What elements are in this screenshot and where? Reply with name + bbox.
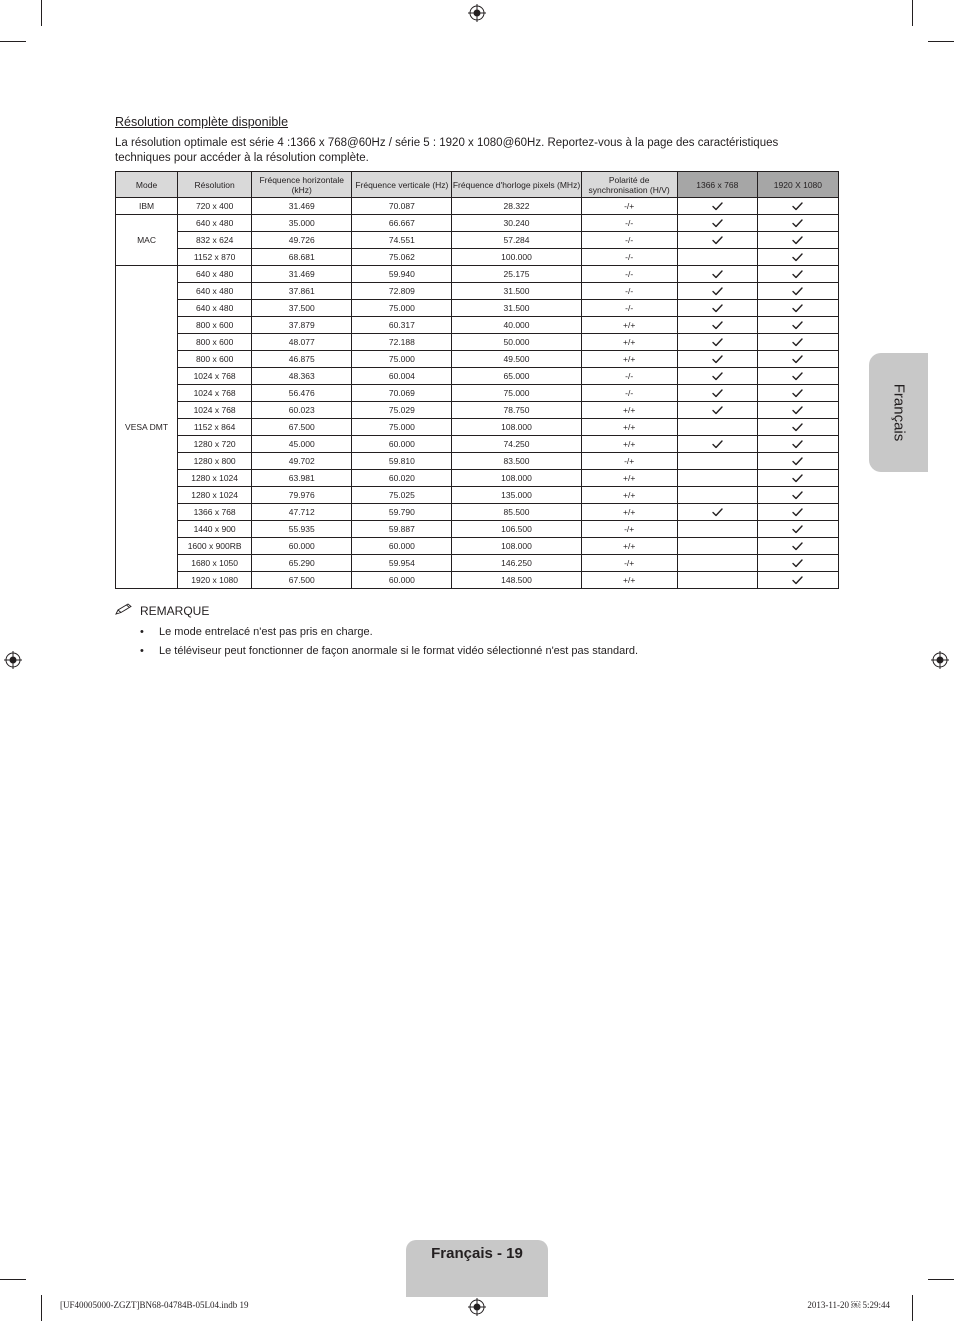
cell-resolution: 800 x 600	[178, 317, 252, 334]
registration-mark-icon	[468, 1298, 486, 1316]
table-row	[116, 215, 839, 232]
checkmark-icon	[758, 270, 838, 279]
cell-support-1920	[757, 521, 838, 538]
cell-support-1366	[677, 504, 757, 521]
cell-vertical-frequency: 60.000	[352, 572, 452, 589]
cell-support-1366	[677, 283, 757, 300]
cell-support-1920	[757, 266, 838, 283]
cell-resolution: 832 x 624	[178, 232, 252, 249]
table-row	[116, 538, 839, 555]
cell-vertical-frequency: 60.000	[352, 436, 452, 453]
table-row	[116, 334, 839, 351]
cell-support-1920	[757, 572, 838, 589]
cell-pixel-clock: 57.284	[452, 232, 581, 249]
checkmark-icon	[758, 474, 838, 483]
registration-mark-icon	[4, 651, 22, 669]
cell-support-1920	[757, 334, 838, 351]
cell-horizontal-frequency: 37.879	[252, 317, 352, 334]
header-support-1366: 1366 x 768	[677, 172, 757, 198]
cell-pixel-clock: 31.500	[452, 283, 581, 300]
cell-horizontal-frequency: 37.500	[252, 300, 352, 317]
cell-horizontal-frequency: 35.000	[252, 215, 352, 232]
cell-horizontal-frequency: 60.000	[252, 538, 352, 555]
table-row	[116, 249, 839, 266]
checkmark-icon	[758, 287, 838, 296]
note-title: REMARQUE	[140, 603, 210, 618]
crop-mark	[41, 1295, 42, 1321]
table-row	[116, 385, 839, 402]
cell-pixel-clock: 50.000	[452, 334, 581, 351]
table-row	[116, 198, 839, 215]
cell-horizontal-frequency: 31.469	[252, 198, 352, 215]
cell-pixel-clock: 106.500	[452, 521, 581, 538]
cell-horizontal-frequency: 49.726	[252, 232, 352, 249]
crop-mark	[928, 1279, 954, 1280]
cell-pixel-clock: 108.000	[452, 470, 581, 487]
cell-horizontal-frequency: 37.861	[252, 283, 352, 300]
table-row	[116, 555, 839, 572]
checkmark-icon	[758, 542, 838, 551]
cell-support-1920	[757, 470, 838, 487]
table-row	[116, 232, 839, 249]
cell-pixel-clock: 148.500	[452, 572, 581, 589]
cell-support-1920	[757, 504, 838, 521]
cell-resolution: 640 x 480	[178, 283, 252, 300]
note-text: Le mode entrelacé n'est pas pris en charge.	[159, 626, 373, 638]
crop-mark	[41, 0, 42, 26]
section-title: Résolution complète disponible	[115, 115, 289, 129]
cell-support-1366	[677, 317, 757, 334]
cell-support-1920	[757, 198, 838, 215]
table-row	[116, 419, 839, 436]
cell-pixel-clock: 78.750	[452, 402, 581, 419]
cell-support-1366	[677, 487, 757, 504]
cell-sync-polarity: +/+	[581, 419, 677, 436]
cell-resolution: 1440 x 900	[178, 521, 252, 538]
cell-resolution: 1024 x 768	[178, 368, 252, 385]
checkmark-icon	[758, 219, 838, 228]
cell-support-1366	[677, 300, 757, 317]
table-body	[116, 198, 839, 589]
cell-support-1920	[757, 317, 838, 334]
cell-vertical-frequency: 75.025	[352, 487, 452, 504]
cell-support-1366	[677, 385, 757, 402]
cell-vertical-frequency: 59.940	[352, 266, 452, 283]
cell-pixel-clock: 75.000	[452, 385, 581, 402]
cell-vertical-frequency: 74.551	[352, 232, 452, 249]
cell-sync-polarity: -/-	[581, 266, 677, 283]
cell-resolution: 1600 x 900RB	[178, 538, 252, 555]
cell-vertical-frequency: 75.029	[352, 402, 452, 419]
cell-sync-polarity: -/+	[581, 521, 677, 538]
cell-vertical-frequency: 75.062	[352, 249, 452, 266]
page-number-tab	[406, 1240, 548, 1297]
cell-sync-polarity: -/-	[581, 283, 677, 300]
cell-support-1366	[677, 538, 757, 555]
cell-support-1366	[677, 249, 757, 266]
cell-sync-polarity: -/-	[581, 215, 677, 232]
checkmark-icon	[758, 457, 838, 466]
cell-mode: MAC	[116, 215, 178, 266]
table-row	[116, 504, 839, 521]
cell-resolution: 640 x 480	[178, 300, 252, 317]
cell-vertical-frequency: 72.809	[352, 283, 452, 300]
checkmark-icon	[678, 338, 757, 347]
cell-support-1920	[757, 402, 838, 419]
cell-resolution: 1920 x 1080	[178, 572, 252, 589]
header-sync-polarity: Polarité de synchronisation (H/V)	[581, 172, 677, 198]
crop-mark	[0, 1279, 26, 1280]
checkmark-icon	[758, 304, 838, 313]
cell-sync-polarity: +/+	[581, 538, 677, 555]
cell-pixel-clock: 65.000	[452, 368, 581, 385]
cell-vertical-frequency: 59.810	[352, 453, 452, 470]
checkmark-icon	[758, 236, 838, 245]
cell-vertical-frequency: 60.004	[352, 368, 452, 385]
note-item	[140, 623, 638, 642]
cell-vertical-frequency: 70.087	[352, 198, 452, 215]
cell-horizontal-frequency: 49.702	[252, 453, 352, 470]
cell-horizontal-frequency: 65.290	[252, 555, 352, 572]
checkmark-icon	[758, 491, 838, 500]
checkmark-icon	[678, 287, 757, 296]
cell-vertical-frequency: 59.790	[352, 504, 452, 521]
cell-sync-polarity: +/+	[581, 402, 677, 419]
cell-sync-polarity: -/-	[581, 249, 677, 266]
cell-support-1366	[677, 232, 757, 249]
footer-slug-right: 2013-11-20 ￼ 5:29:44	[807, 1300, 890, 1310]
cell-resolution: 1152 x 864	[178, 419, 252, 436]
cell-support-1920	[757, 249, 838, 266]
cell-support-1920	[757, 351, 838, 368]
cell-resolution: 1280 x 1024	[178, 470, 252, 487]
cell-sync-polarity: -/-	[581, 385, 677, 402]
cell-pixel-clock: 85.500	[452, 504, 581, 521]
checkmark-icon	[758, 406, 838, 415]
cell-vertical-frequency: 72.188	[352, 334, 452, 351]
cell-support-1920	[757, 538, 838, 555]
cell-support-1920	[757, 283, 838, 300]
pencil-icon	[115, 603, 134, 618]
cell-sync-polarity: -/-	[581, 368, 677, 385]
cell-support-1920	[757, 300, 838, 317]
checkmark-icon	[678, 406, 757, 415]
page-number-label: Français - 19	[431, 1245, 523, 1262]
cell-support-1366	[677, 436, 757, 453]
checkmark-icon	[678, 355, 757, 364]
cell-horizontal-frequency: 55.935	[252, 521, 352, 538]
table-row	[116, 266, 839, 283]
registration-mark-icon	[931, 651, 949, 669]
cell-resolution: 1024 x 768	[178, 385, 252, 402]
cell-resolution: 1680 x 1050	[178, 555, 252, 572]
header-pixel-clock: Fréquence d'horloge pixels (MHz)	[452, 172, 581, 198]
cell-pixel-clock: 108.000	[452, 419, 581, 436]
cell-resolution: 800 x 600	[178, 334, 252, 351]
cell-support-1366	[677, 215, 757, 232]
cell-horizontal-frequency: 48.363	[252, 368, 352, 385]
checkmark-icon	[678, 372, 757, 381]
table-header-row	[116, 172, 839, 198]
cell-support-1366	[677, 368, 757, 385]
cell-resolution: 640 x 480	[178, 215, 252, 232]
cell-support-1920	[757, 385, 838, 402]
cell-pixel-clock: 40.000	[452, 317, 581, 334]
cell-pixel-clock: 31.500	[452, 300, 581, 317]
cell-pixel-clock: 28.322	[452, 198, 581, 215]
table-row	[116, 487, 839, 504]
cell-vertical-frequency: 75.000	[352, 351, 452, 368]
table-row	[116, 521, 839, 538]
cell-sync-polarity: +/+	[581, 504, 677, 521]
cell-sync-polarity: +/+	[581, 470, 677, 487]
cell-horizontal-frequency: 47.712	[252, 504, 352, 521]
cell-sync-polarity: -/-	[581, 300, 677, 317]
cell-vertical-frequency: 60.317	[352, 317, 452, 334]
header-mode: Mode	[116, 172, 178, 198]
cell-resolution: 720 x 400	[178, 198, 252, 215]
cell-pixel-clock: 74.250	[452, 436, 581, 453]
bullet: •	[140, 645, 144, 657]
cell-support-1366	[677, 572, 757, 589]
cell-horizontal-frequency: 68.681	[252, 249, 352, 266]
cell-support-1366	[677, 419, 757, 436]
note-list	[140, 623, 638, 661]
cell-vertical-frequency: 59.887	[352, 521, 452, 538]
registration-mark-icon	[468, 4, 486, 22]
table-row	[116, 572, 839, 589]
cell-sync-polarity: +/+	[581, 317, 677, 334]
note-heading	[115, 603, 209, 618]
cell-vertical-frequency: 75.000	[352, 419, 452, 436]
checkmark-icon	[678, 440, 757, 449]
cell-support-1366	[677, 470, 757, 487]
crop-mark	[912, 0, 913, 26]
cell-sync-polarity: -/+	[581, 453, 677, 470]
footer-slug-left: [UF40005000-ZGZT]BN68-04784B-05L04.indb 19	[60, 1300, 249, 1310]
cell-support-1366	[677, 521, 757, 538]
table-row	[116, 351, 839, 368]
cell-resolution: 1152 x 870	[178, 249, 252, 266]
cell-horizontal-frequency: 48.077	[252, 334, 352, 351]
cell-resolution: 1280 x 720	[178, 436, 252, 453]
cell-vertical-frequency: 75.000	[352, 300, 452, 317]
cell-support-1920	[757, 368, 838, 385]
cell-support-1366	[677, 198, 757, 215]
note-text: Le téléviseur peut fonctionner de façon anormale si le format vidéo sélectionné n'est pas standard.	[159, 645, 639, 657]
checkmark-icon	[758, 253, 838, 262]
cell-horizontal-frequency: 60.023	[252, 402, 352, 419]
table-row	[116, 368, 839, 385]
crop-mark	[912, 1295, 913, 1321]
checkmark-icon	[758, 576, 838, 585]
cell-sync-polarity: -/-	[581, 232, 677, 249]
language-side-tab	[869, 353, 928, 472]
table-row	[116, 317, 839, 334]
table-row	[116, 300, 839, 317]
cell-pixel-clock: 100.000	[452, 249, 581, 266]
cell-mode: IBM	[116, 198, 178, 215]
cell-pixel-clock: 146.250	[452, 555, 581, 572]
cell-sync-polarity: -/+	[581, 198, 677, 215]
cell-horizontal-frequency: 79.976	[252, 487, 352, 504]
note-item	[140, 642, 638, 661]
checkmark-icon	[758, 440, 838, 449]
checkmark-icon	[758, 423, 838, 432]
cell-pixel-clock: 108.000	[452, 538, 581, 555]
checkmark-icon	[678, 202, 757, 211]
cell-resolution: 1366 x 768	[178, 504, 252, 521]
table-row	[116, 470, 839, 487]
cell-horizontal-frequency: 67.500	[252, 572, 352, 589]
cell-resolution: 1280 x 1024	[178, 487, 252, 504]
cell-sync-polarity: +/+	[581, 334, 677, 351]
cell-support-1366	[677, 555, 757, 572]
checkmark-icon	[758, 525, 838, 534]
table-row	[116, 402, 839, 419]
cell-pixel-clock: 25.175	[452, 266, 581, 283]
cell-horizontal-frequency: 67.500	[252, 419, 352, 436]
table-row	[116, 453, 839, 470]
language-side-tab-label: Français	[890, 383, 907, 442]
checkmark-icon	[758, 389, 838, 398]
cell-support-1920	[757, 487, 838, 504]
checkmark-icon	[678, 304, 757, 313]
crop-mark	[928, 41, 954, 42]
cell-support-1920	[757, 555, 838, 572]
checkmark-icon	[678, 270, 757, 279]
cell-resolution: 1280 x 800	[178, 453, 252, 470]
cell-sync-polarity: +/+	[581, 351, 677, 368]
cell-pixel-clock: 83.500	[452, 453, 581, 470]
cell-support-1366	[677, 453, 757, 470]
cell-horizontal-frequency: 56.476	[252, 385, 352, 402]
cell-support-1366	[677, 266, 757, 283]
table-row	[116, 283, 839, 300]
cell-horizontal-frequency: 31.469	[252, 266, 352, 283]
cell-sync-polarity: +/+	[581, 572, 677, 589]
cell-pixel-clock: 49.500	[452, 351, 581, 368]
checkmark-icon	[758, 372, 838, 381]
header-resolution: Résolution	[178, 172, 252, 198]
cell-horizontal-frequency: 45.000	[252, 436, 352, 453]
cell-support-1920	[757, 436, 838, 453]
cell-mode: VESA DMT	[116, 266, 178, 589]
cell-vertical-frequency: 60.000	[352, 538, 452, 555]
cell-pixel-clock: 30.240	[452, 215, 581, 232]
cell-support-1366	[677, 351, 757, 368]
checkmark-icon	[678, 321, 757, 330]
cell-resolution: 640 x 480	[178, 266, 252, 283]
checkmark-icon	[758, 338, 838, 347]
cell-sync-polarity: +/+	[581, 436, 677, 453]
cell-vertical-frequency: 60.020	[352, 470, 452, 487]
checkmark-icon	[678, 219, 757, 228]
cell-sync-polarity: +/+	[581, 487, 677, 504]
intro-paragraph: La résolution optimale est série 4 :1366 x 768@60Hz / série 5 : 1920 x 1080@60Hz. Reportez-vous à la page des caractéristiques techniques pour accéder à la résolution complète.	[115, 137, 779, 164]
cell-support-1920	[757, 419, 838, 436]
cell-resolution: 1024 x 768	[178, 402, 252, 419]
table-row	[116, 436, 839, 453]
cell-sync-polarity: -/+	[581, 555, 677, 572]
cell-support-1366	[677, 402, 757, 419]
cell-support-1920	[757, 232, 838, 249]
checkmark-icon	[758, 508, 838, 517]
checkmark-icon	[758, 355, 838, 364]
header-support-1920: 1920 X 1080	[757, 172, 838, 198]
cell-vertical-frequency: 70.069	[352, 385, 452, 402]
resolution-table	[115, 171, 839, 589]
cell-support-1920	[757, 215, 838, 232]
cell-vertical-frequency: 66.667	[352, 215, 452, 232]
cell-horizontal-frequency: 46.875	[252, 351, 352, 368]
checkmark-icon	[758, 321, 838, 330]
header-vertical-frequency: Fréquence verticale (Hz)	[352, 172, 452, 198]
checkmark-icon	[758, 559, 838, 568]
cell-resolution: 800 x 600	[178, 351, 252, 368]
cell-support-1366	[677, 334, 757, 351]
bullet: •	[140, 626, 144, 638]
checkmark-icon	[678, 236, 757, 245]
checkmark-icon	[678, 389, 757, 398]
crop-mark	[0, 41, 26, 42]
checkmark-icon	[678, 508, 757, 517]
cell-vertical-frequency: 59.954	[352, 555, 452, 572]
cell-pixel-clock: 135.000	[452, 487, 581, 504]
cell-support-1920	[757, 453, 838, 470]
header-horizontal-frequency: Fréquence horizontale (kHz)	[252, 172, 352, 198]
checkmark-icon	[758, 202, 838, 211]
cell-horizontal-frequency: 63.981	[252, 470, 352, 487]
